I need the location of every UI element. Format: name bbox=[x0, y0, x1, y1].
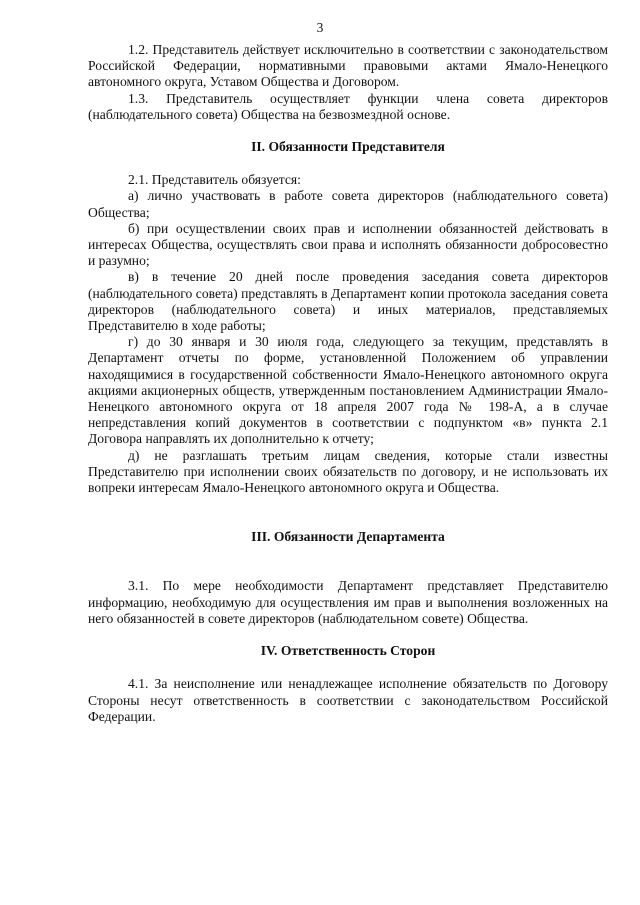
section-3-heading: III. Обязанности Департамента bbox=[251, 529, 445, 545]
paragraph-1-3: 1.3. Представитель осуществляет функции члена совета директоров (наблюдательного совета) Общества на безвозмездной основе. bbox=[88, 90, 608, 122]
paragraph-1-2: 1.2. Представитель действует исключительно в соответствии с законодательством Российской Федерации, нормативными правовыми актами Ямало-Ненецкого автономного округа, Уставом Общества и Договором. bbox=[88, 42, 608, 90]
list-item-b: б) при осуществлении своих прав и исполнении обязанностей действовать в интересах Общества, осуществлять свои права и исполнять обязанности добросовестно и разумно; bbox=[88, 220, 608, 269]
list-item-v: в) в течение 20 дней после проведения заседания совета директоров (наблюдательного совета) представлять в Департамент копии протокола заседания совета директоров (наблюдательного совета) и иных материалов, представляемых Представителю в ходе работы; bbox=[88, 269, 608, 334]
list-item-a: а) лично участвовать в работе совета директоров (наблюдательного совета) Общества; bbox=[88, 188, 608, 220]
page-number: 3 bbox=[316, 20, 324, 35]
section-4-heading: IV. Ответственность Сторон bbox=[260, 643, 436, 659]
list-item-g: г) до 30 января и 30 июля года, следующего за текущим, представлять в Департамент отчеты по форме, установленной Положением об управлении находящимися в государственной собственности Ямало-Ненецкого автономного округа акциями акционерных обществ, утвержденным постановлением Администрации Ямало-Ненецкого автономного округа от 18 апреля 2007 года № 198-А, а в случае непредставления копий документов в соответствии с подпунктом «в» пункта 2.1 Договора направлять их дополнительно к отчету; bbox=[88, 334, 608, 447]
document-body bbox=[88, 42, 608, 725]
section-2-heading: II. Обязанности Представителя bbox=[251, 139, 445, 155]
paragraph-2-1-intro: 2.1. Представитель обязуется: bbox=[128, 172, 301, 188]
paragraph-3-1: 3.1. По мере необходимости Департамент представляет Представителю информацию, необходимую для осуществления им прав и выполнения возложенных на него обязанностей в совете директоров (наблюдательном совете) Общества. bbox=[88, 578, 608, 626]
paragraph-4-1: 4.1. За неисполнение или ненадлежащее исполнение обязательств по Договору Стороны несут ответственность в соответствии с законодательством Российской Федерации. bbox=[88, 676, 608, 724]
list-item-d: д) не разглашать третьим лицам сведения, которые стали известны Представителю при исполнении своих обязательств по договору, и не использовать их вопреки интересам Ямало-Ненецкого автономного округа и Общества. bbox=[88, 447, 608, 496]
